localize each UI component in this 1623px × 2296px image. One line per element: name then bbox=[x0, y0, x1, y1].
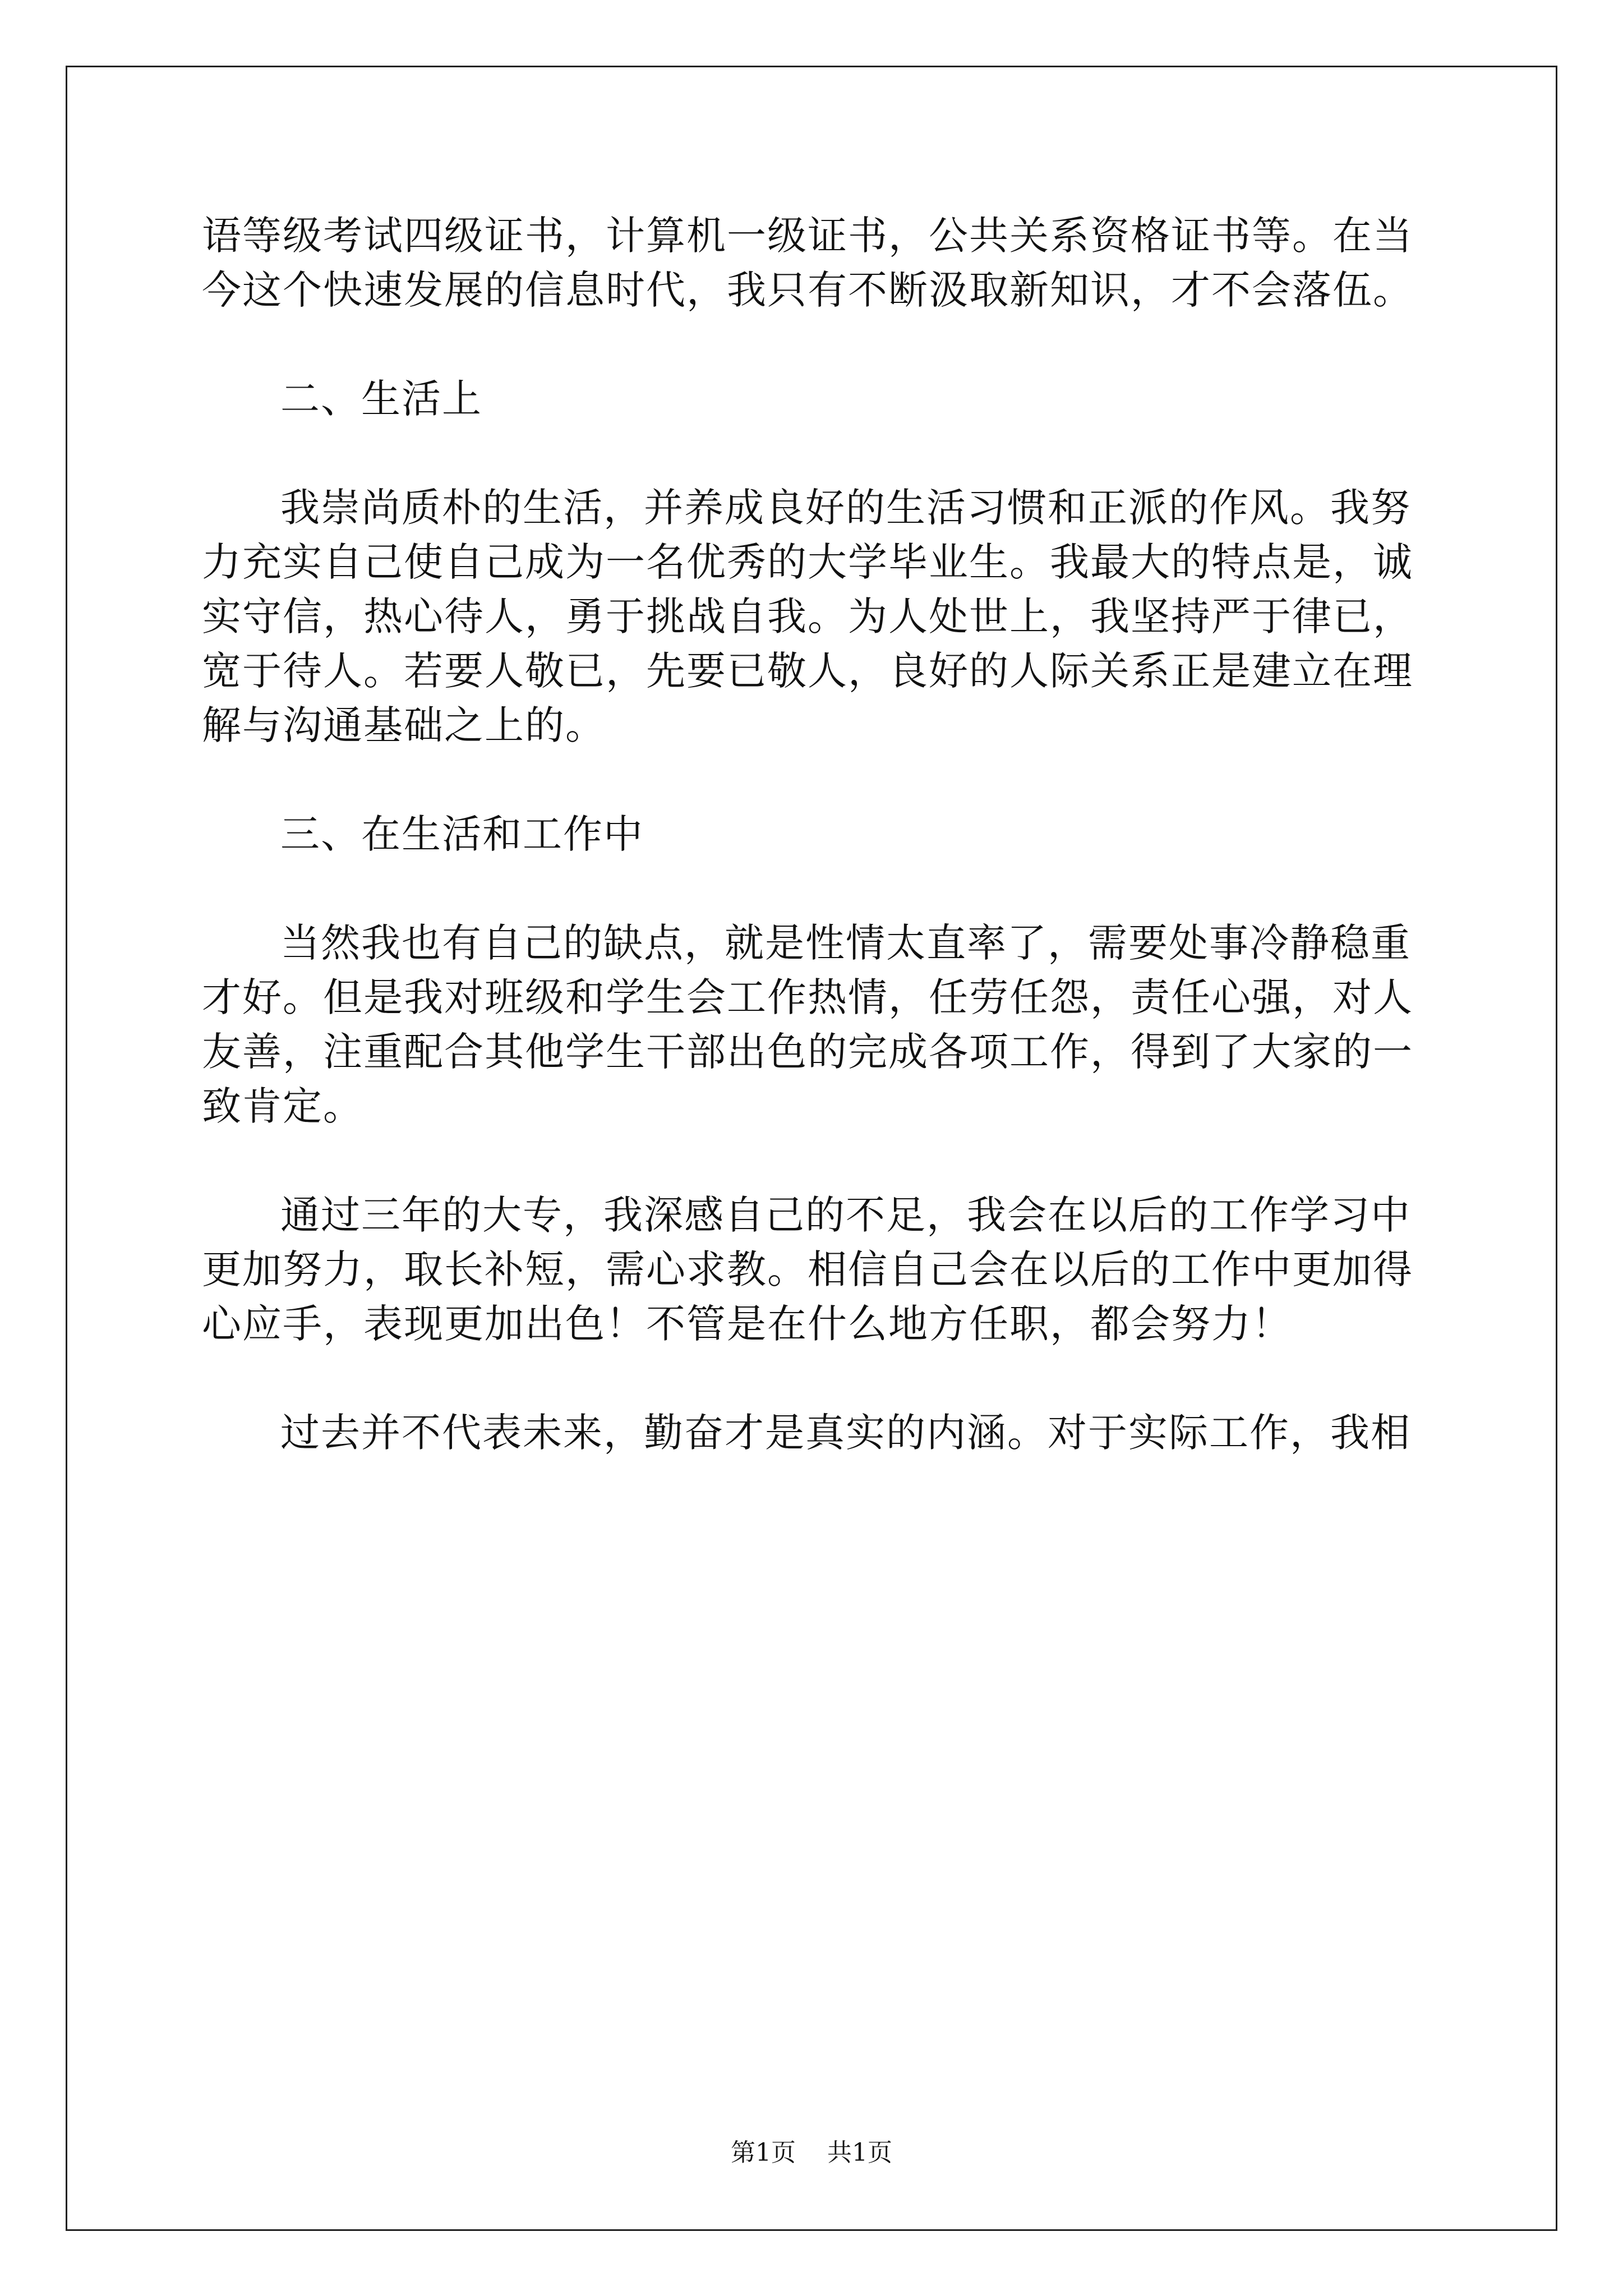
paragraph-line: 宽于待人。若要人敬已，先要已敬人，良好的人际关系正是建立在理 bbox=[202, 648, 1413, 694]
document-body bbox=[202, 209, 1430, 1460]
paragraph-line: 过去并不代表未来，勤奋才是真实的内涵。对于实际工作，我相 bbox=[280, 1410, 1411, 1456]
paragraph-line: 我崇尚质朴的生活，并养成良好的生活习惯和正派的作风。我努 bbox=[280, 485, 1411, 531]
paragraph-line: 力充实自己使自己成为一名优秀的大学毕业生。我最大的特点是，诚 bbox=[202, 539, 1413, 585]
paragraph-line: 致肯定。 bbox=[202, 1083, 363, 1129]
paragraph-line: 友善，注重配合其他学生干部出色的完成各项工作，得到了大家的一 bbox=[202, 1029, 1413, 1075]
paragraph-line: 通过三年的大专，我深感自己的不足，我会在以后的工作学习中 bbox=[280, 1192, 1411, 1238]
paragraph-line: 更加努力，取长补短，需心求教。相信自己会在以后的工作中更加得 bbox=[202, 1246, 1413, 1292]
page-total: 共1页 bbox=[827, 2138, 892, 2167]
paragraph-line: 实守信，热心待人，勇于挑战自我。为人处世上，我坚持严于律已， bbox=[202, 593, 1413, 639]
paragraph-line: 心应手，表现更加出色！不管是在什么地方任职，都会努力！ bbox=[202, 1301, 1292, 1347]
page-footer bbox=[0, 2136, 1623, 2170]
section-heading-life: 二、生活上 bbox=[280, 376, 482, 422]
paragraph-line: 今这个快速发展的信息时代，我只有不断汲取新知识，才不会落伍。 bbox=[202, 267, 1413, 313]
section-heading-work: 三、在生活和工作中 bbox=[280, 811, 644, 857]
paragraph-line: 解与沟通基础之上的。 bbox=[202, 702, 606, 748]
page-number: 第1页 bbox=[731, 2138, 796, 2167]
paragraph-line: 当然我也有自己的缺点，就是性情太直率了，需要处事冷静稳重 bbox=[280, 920, 1411, 966]
paragraph-line: 语等级考试四级证书，计算机一级证书，公共关系资格证书等。在当 bbox=[202, 213, 1413, 259]
paragraph-line: 才好。但是我对班级和学生会工作热情，任劳任怨，责任心强，对人 bbox=[202, 974, 1413, 1020]
